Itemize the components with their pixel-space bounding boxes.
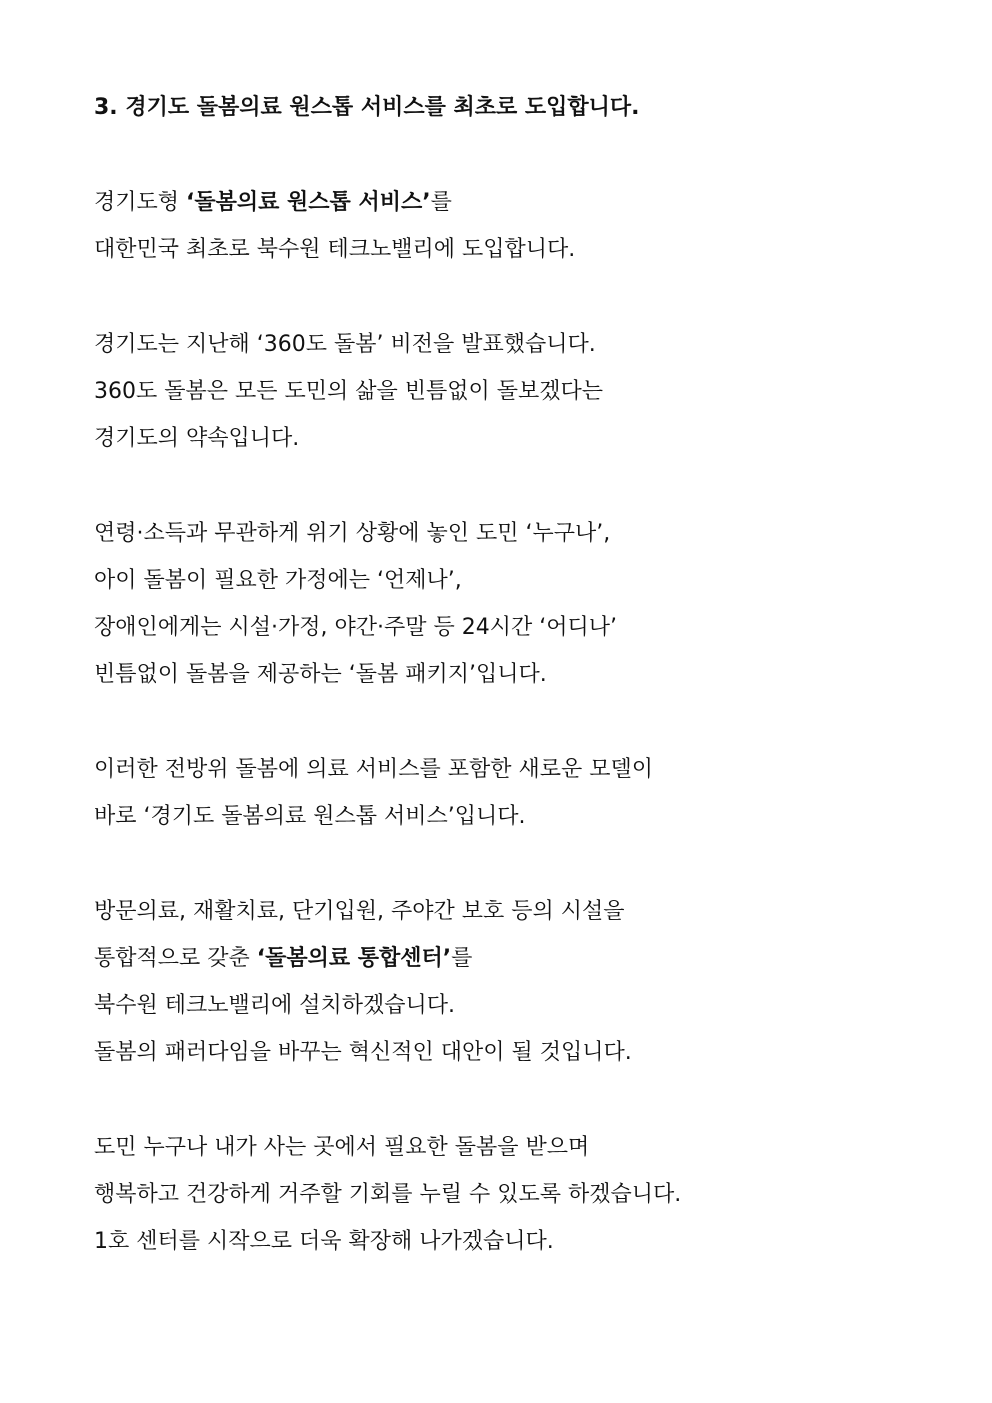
bold-center-name: ‘돌봄의료 통합센터’ <box>256 946 452 971</box>
section-heading: 3. 경기도 돌봄의료 원스톱 서비스를 최초로 도입합니다. <box>94 95 640 120</box>
paragraph-line: 북수원 테크노밸리에 설치하겠습니다. <box>94 993 456 1018</box>
text-span: 를 <box>430 190 452 215</box>
paragraph-line: 돌봄의 패러다임을 바꾸는 혁신적인 대안이 될 것입니다. <box>94 1040 632 1065</box>
paragraph-line: 이러한 전방위 돌봄에 의료 서비스를 포함한 새로운 모델이 <box>94 757 654 782</box>
paragraph-line: 빈틈없이 돌봄을 제공하는 ‘돌봄 패키지’입니다. <box>94 662 547 687</box>
paragraph-5 <box>94 888 934 1076</box>
paragraph-gap <box>94 131 934 179</box>
paragraph-6 <box>94 1124 934 1265</box>
paragraph-gap <box>94 462 934 510</box>
paragraph-line: 경기도는 지난해 ‘360도 돌봄’ 비전을 발표했습니다. <box>94 332 596 357</box>
paragraph-line: 도민 누구나 내가 사는 곳에서 필요한 돌봄을 받으며 <box>94 1135 590 1160</box>
bold-service-name: ‘돌봄의료 원스톱 서비스’ <box>186 190 431 215</box>
paragraph-gap <box>94 698 934 746</box>
text-span: 통합적으로 갖춘 <box>94 946 257 971</box>
paragraph-line: 1호 센터를 시작으로 더욱 확장해 나가겠습니다. <box>94 1229 554 1254</box>
paragraph-gap <box>94 273 934 321</box>
paragraph-line: 경기도의 약속입니다. <box>94 426 300 451</box>
document-body <box>94 84 934 1265</box>
paragraph-line: 바로 ‘경기도 돌봄의료 원스톱 서비스’입니다. <box>94 804 526 829</box>
paragraph-2 <box>94 321 934 462</box>
paragraph-line: 방문의료, 재활치료, 단기입원, 주야간 보호 등의 시설을 <box>94 899 625 924</box>
paragraph-line: 대한민국 최초로 북수원 테크노밸리에 도입합니다. <box>94 237 576 262</box>
paragraph-line <box>94 935 934 982</box>
paragraph-4 <box>94 746 934 840</box>
paragraph-1 <box>94 179 934 273</box>
paragraph-3 <box>94 510 934 698</box>
paragraph-gap <box>94 1076 934 1124</box>
paragraph-gap <box>94 840 934 888</box>
text-span: 경기도형 <box>94 190 187 215</box>
paragraph-line: 행복하고 건강하게 거주할 기회를 누릴 수 있도록 하겠습니다. <box>94 1182 682 1207</box>
paragraph-line <box>94 179 934 226</box>
paragraph-line: 아이 돌봄이 필요한 가정에는 ‘언제나’, <box>94 568 462 593</box>
paragraph-line: 장애인에게는 시설·가정, 야간·주말 등 24시간 ‘어디나’ <box>94 615 617 640</box>
text-span: 를 <box>451 946 473 971</box>
paragraph-line: 연령·소득과 무관하게 위기 상황에 놓인 도민 ‘누구나’, <box>94 521 611 546</box>
paragraph-line: 360도 돌봄은 모든 도민의 삶을 빈틈없이 돌보겠다는 <box>94 379 603 404</box>
